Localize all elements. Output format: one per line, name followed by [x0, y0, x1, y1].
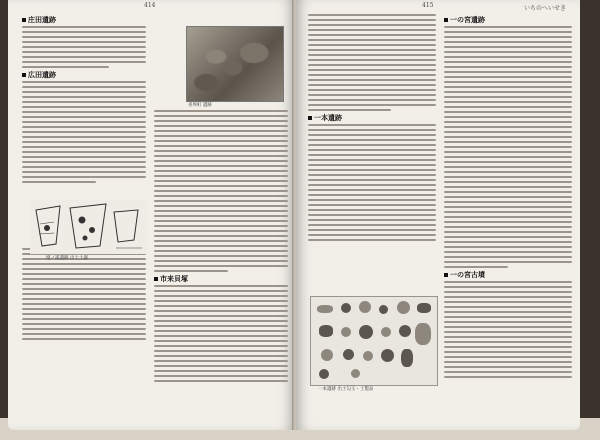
heading-3: 市来貝塚: [154, 275, 288, 284]
heading-1: 庄田遺跡: [22, 16, 146, 25]
right-page-number: 415: [422, 2, 434, 9]
excavation-photo-caption: 喜界町 遺跡: [188, 103, 212, 108]
artifacts-photo: [310, 296, 438, 386]
right-column-2: [444, 14, 572, 424]
left-column-2: [154, 110, 288, 430]
left-page: [8, 0, 294, 430]
left-page-number: 414: [144, 2, 156, 9]
heading-2: 広田遺跡: [22, 71, 146, 80]
heading-4: 一本遺跡: [308, 114, 436, 123]
heading-6: 一の宮古墳: [444, 271, 572, 280]
pottery-figure-caption: 壇ノ浦遺跡 出土土器: [46, 256, 88, 261]
heading-5: 一の宮遺跡: [444, 16, 572, 25]
excavation-photo: [186, 26, 284, 102]
pottery-sketch-figure: [30, 200, 148, 254]
right-column-1: [308, 14, 436, 294]
running-head: いちのへいせき: [523, 5, 566, 12]
right-page: [296, 0, 580, 430]
artifacts-photo-caption: 一本遺跡 出土勾玉・土製品: [318, 387, 374, 392]
